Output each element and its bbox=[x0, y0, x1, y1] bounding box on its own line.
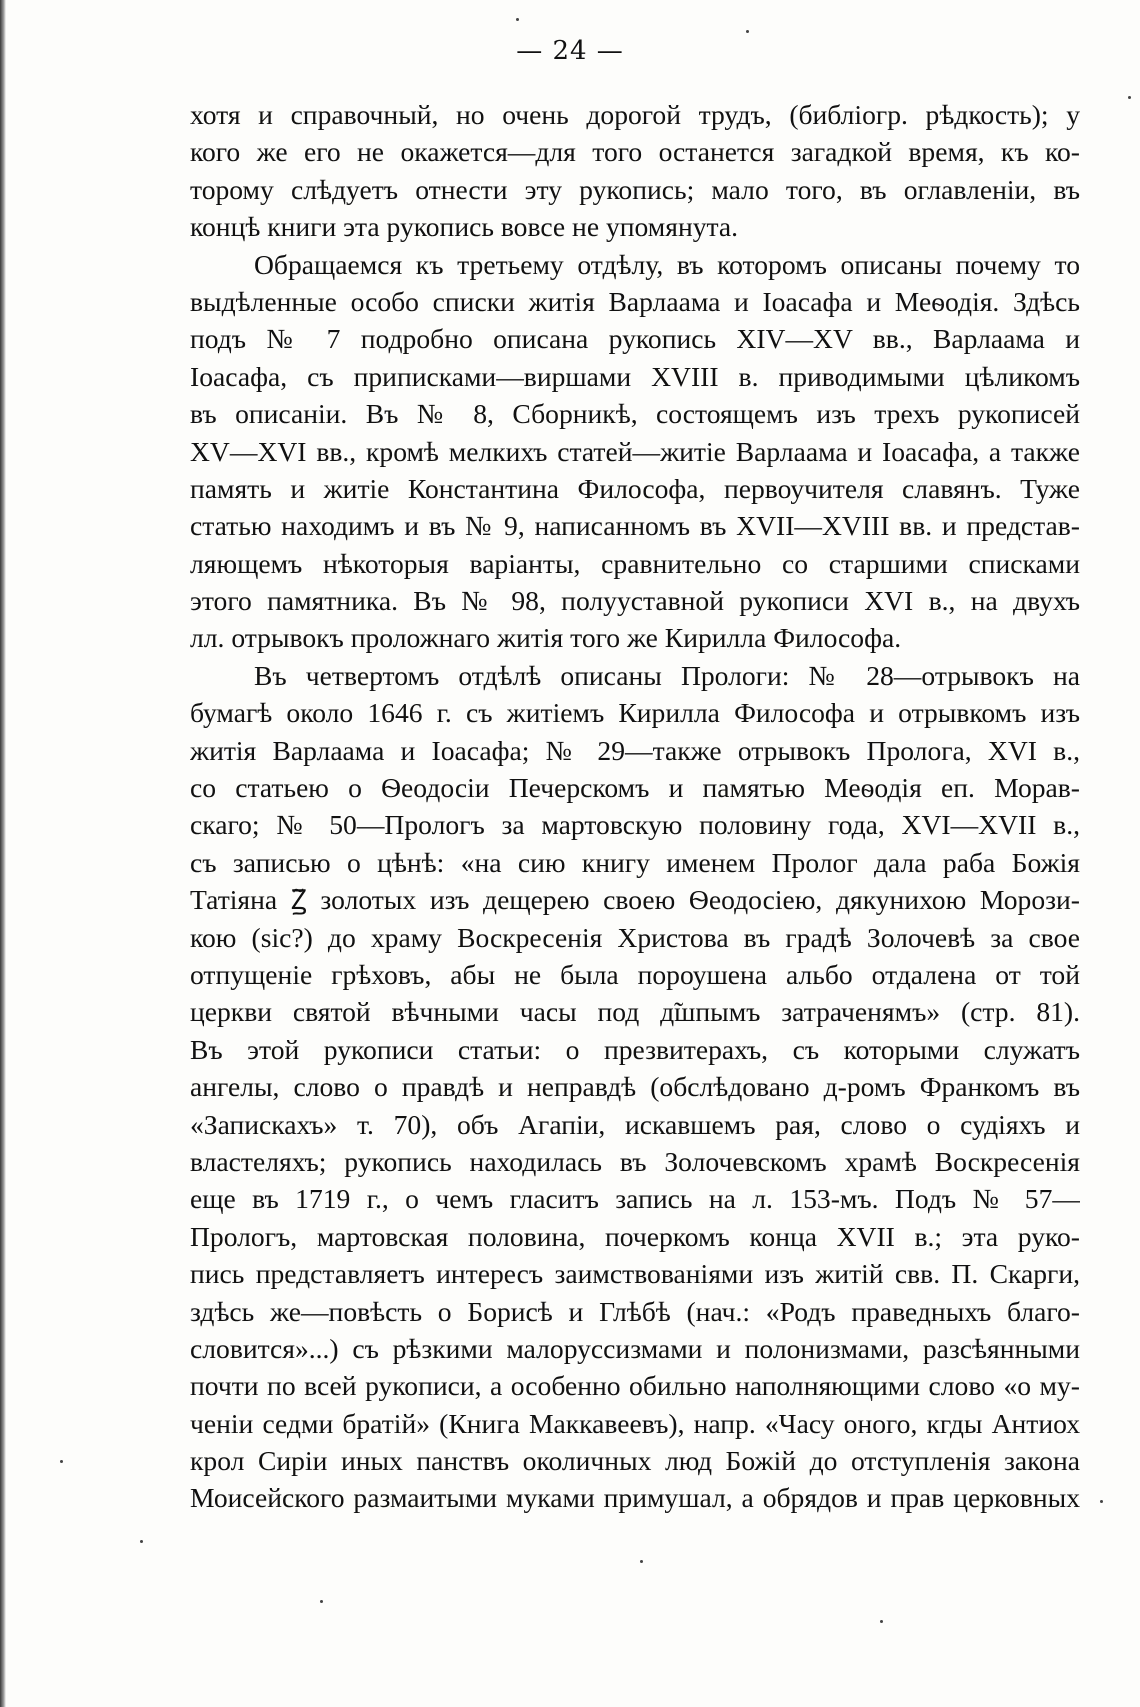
text-line: хотя и справочный, но очень дорогой трудъ, (библіогр. рѣдкость); у bbox=[190, 99, 1080, 130]
scan-speck bbox=[1128, 96, 1131, 99]
scan-speck bbox=[880, 1620, 883, 1623]
text-line: почти по всей рукописи, а особенно обильно наполняющими слово «о му- bbox=[190, 1370, 1080, 1402]
text-line: съ записью о цѣнѣ: «на сию книгу именем Пролог дала раба Божія bbox=[190, 846, 1080, 878]
text-line: этого памятника. Въ № 98, полууставной рукописи XVI в., на двухъ bbox=[190, 585, 1080, 617]
text-line: память и житіе Константина Философа, первоучителя славянъ. Туже bbox=[190, 472, 1080, 504]
text-line: Въ этой рукописи статьи: о презвитерахъ, съ которыми служатъ bbox=[190, 1033, 1080, 1065]
text-line: властеляхъ; рукопись находилась въ Золочевскомъ храмѣ Воскресенія bbox=[190, 1145, 1080, 1177]
text-line: со статьею о Ѳеодосіи Печерскомъ и памятью Меѳодія еп. Морав- bbox=[190, 772, 1080, 804]
text-line: Въ четвертомъ отдѣлѣ описаны Прологи: № 28—отрывокъ на bbox=[254, 659, 1080, 691]
text-line: здѣсь же—повѣсть о Борисѣ и Глѣбѣ (нач.: «Родъ праведныхъ благо- bbox=[190, 1295, 1080, 1327]
text-line: ченіи седми братій» (Книга Маккавеевъ), напр. «Часу оного, кгды Антиох bbox=[190, 1407, 1080, 1439]
scan-speck bbox=[140, 1540, 143, 1543]
scan-speck bbox=[1100, 1500, 1103, 1503]
text-line: Обращаемся къ третьему отдѣлу, въ которомъ описаны почему то bbox=[254, 248, 1080, 280]
text-line: кою (sic?) до храму Воскресенія Христова въ градѣ Золочевѣ за свое bbox=[190, 921, 1080, 953]
body-text bbox=[190, 96, 1080, 1517]
scan-speck bbox=[640, 1560, 643, 1563]
text-line: бумагѣ около 1646 г. съ житіемъ Кирилла Философа и отрывкомъ изъ bbox=[190, 697, 1080, 729]
text-line: подъ № 7 подробно описана рукопись XIV—XV вв., Варлаама и bbox=[190, 323, 1080, 355]
text-line: лл. отрывокъ проложнаго житія того же Кирилла Философа. bbox=[190, 622, 902, 654]
text-line: торому слѣдуетъ отнести эту рукопись; мало того, въ оглавленіи, въ bbox=[190, 173, 1080, 205]
scan-speck bbox=[746, 30, 749, 33]
text-line: Моисейского размаитыми муками примушал, а обрядов и прав церковных bbox=[190, 1482, 1080, 1514]
paragraph-1 bbox=[190, 96, 1080, 246]
text-line: житія Варлаама и Іоасафа; № 29—также отрывокъ Пролога, XVI в., bbox=[190, 734, 1080, 766]
text-line: отпущеніе грѣховъ, абы не была пороушена альбо отдалена от той bbox=[190, 958, 1080, 990]
paragraph-3 bbox=[190, 657, 1080, 1517]
page-number: — 24 — bbox=[516, 36, 624, 66]
text-line: ляющемъ нѣкоторыя варіанты, сравнительно со старшими списками bbox=[190, 547, 1080, 579]
text-line: въ описаніи. Въ № 8, Сборникѣ, состоящемъ изъ трехъ рукописей bbox=[190, 398, 1080, 430]
text-line: кого же его не окажется—для того останется загадкой время, къ ко- bbox=[190, 136, 1080, 168]
text-line: концѣ книги эта рукопись вовсе не упомянута. bbox=[190, 211, 739, 243]
scan-speck bbox=[60, 1460, 63, 1463]
text-line: выдѣленные особо списки житія Варлаама и Іоасафа и Меѳодія. Здѣсь bbox=[190, 285, 1080, 317]
text-line: еще въ 1719 г., о чемъ гласитъ запись на л. 153-мъ. Подъ № 57— bbox=[190, 1183, 1080, 1215]
text-line: Татіяна Ꙁ̃ золотых изъ дещерею своею Ѳеодосіею, дякунихою Морози- bbox=[190, 884, 1080, 916]
scan-speck bbox=[516, 18, 519, 21]
text-line: XV—XVI вв., кромѣ мелкихъ статей—житіе Варлаама и Іоасафа, а также bbox=[190, 435, 1080, 467]
scan-speck bbox=[320, 1600, 323, 1603]
text-line: крол Сиріи иных панствъ околичных люд Божій до отступленія закона bbox=[190, 1445, 1080, 1477]
text-line: церкви святой вѣчными часы под д̃шпымъ затраченямъ» (стр. 81). bbox=[190, 996, 1080, 1028]
text-line: «Запискахъ» т. 70), объ Агапіи, искавшемъ рая, слово о судіяхъ и bbox=[190, 1108, 1080, 1140]
text-line: ангелы, слово о правдѣ и неправдѣ (обслѣдовано д-ромъ Франкомъ въ bbox=[190, 1071, 1080, 1103]
page-binding-edge bbox=[0, 0, 6, 1707]
text-line: статью находимъ и въ № 9, написанномъ въ XVII—XVIII вв. и представ- bbox=[190, 510, 1080, 542]
text-line: Прологъ, мартовская половина, почеркомъ конца XVII в.; эта руко- bbox=[190, 1220, 1080, 1252]
text-line: скаго; № 50—Прологъ за мартовскую половину года, XVI—XVII в., bbox=[190, 809, 1080, 841]
text-line: словится»...) съ рѣзкими малоруссизмами и полонизмами, разсѣянными bbox=[190, 1332, 1080, 1364]
text-line: пись представляетъ интересъ заимствованіями изъ житій свв. П. Скарги, bbox=[190, 1258, 1080, 1290]
paragraph-2 bbox=[190, 246, 1080, 657]
text-line: Іоасафа, съ приписками—виршами XVIII в. приводимыми цѣликомъ bbox=[190, 360, 1080, 392]
